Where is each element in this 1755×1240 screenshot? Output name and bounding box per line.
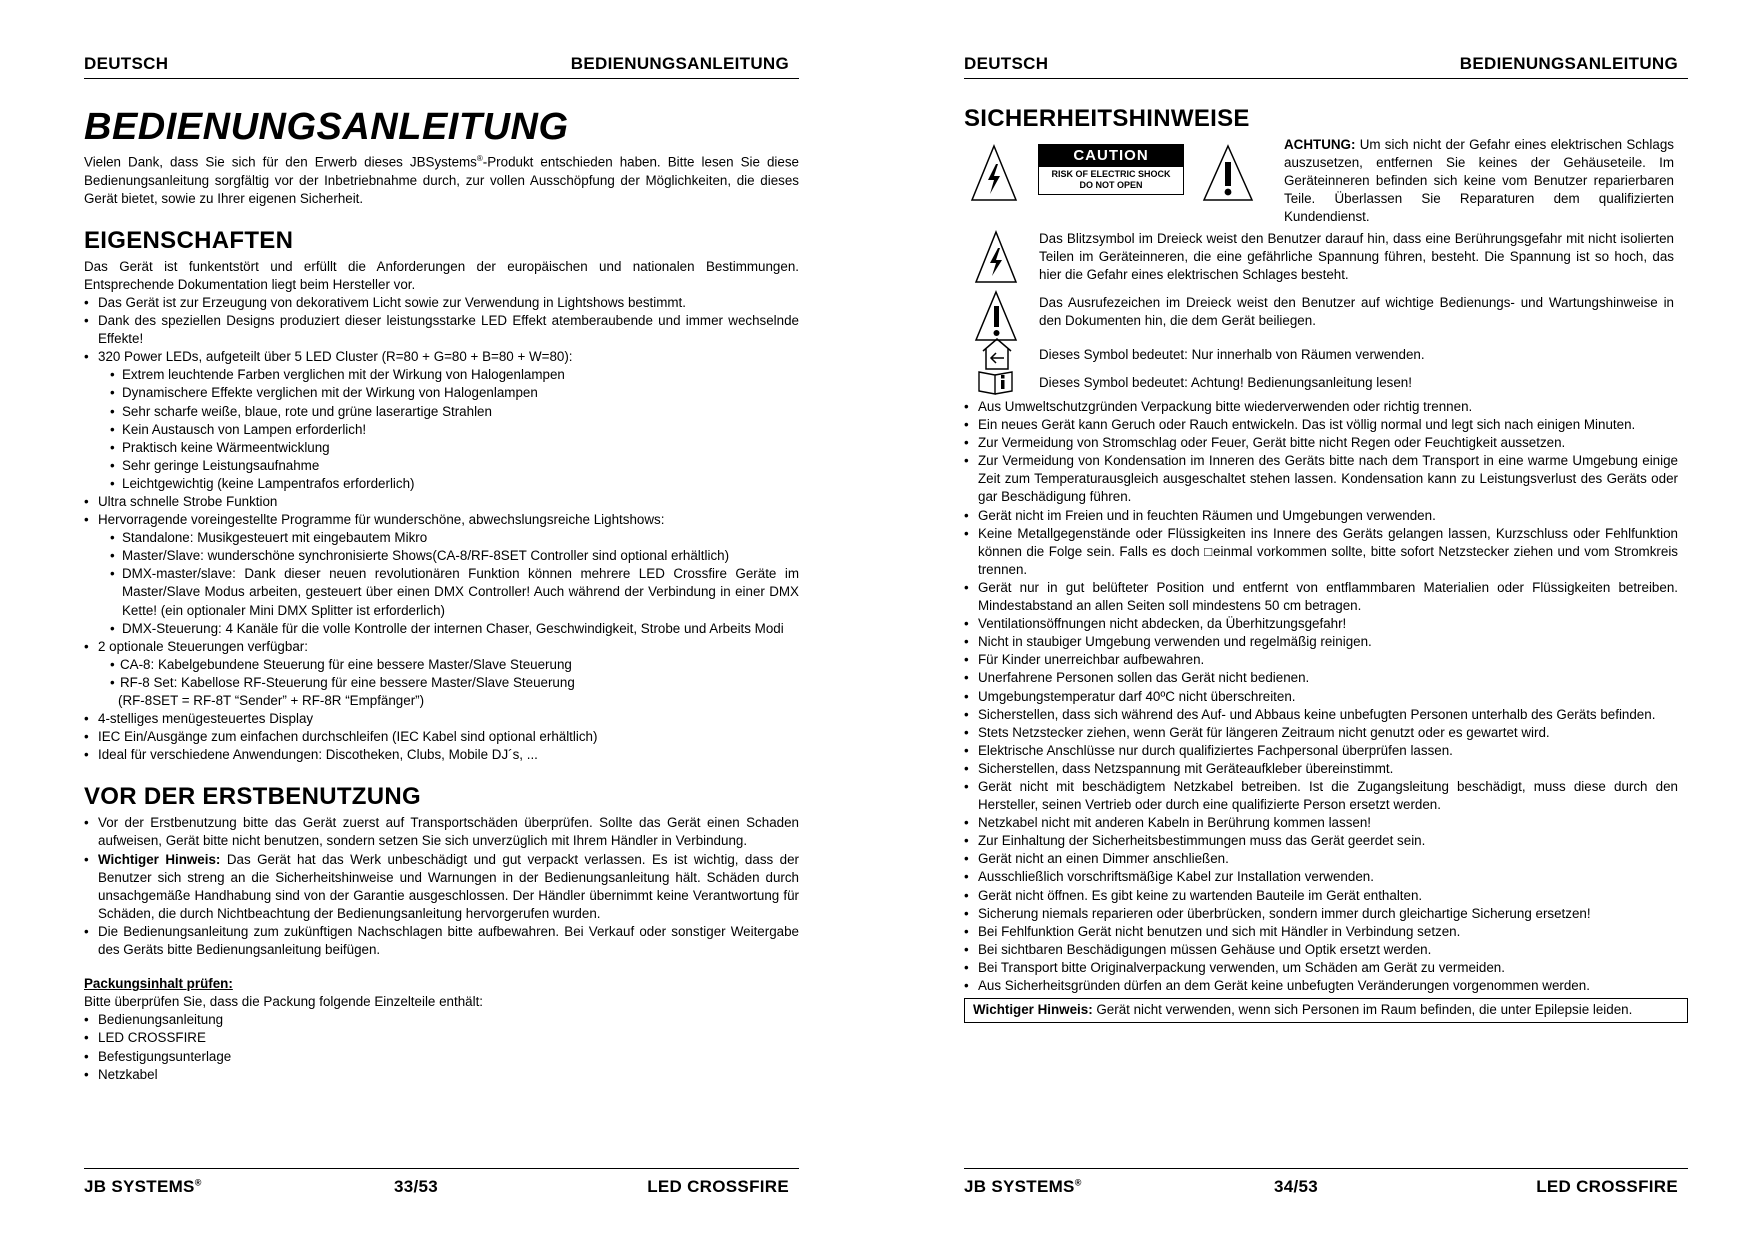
led-benefits-list bbox=[84, 366, 799, 493]
list-item: • RF-8 Set: Kabellose RF-Steuerung für eine bessere Master/Slave Steuerung bbox=[84, 674, 799, 692]
footer-product: LED CROSSFIRE bbox=[1536, 1177, 1678, 1196]
exclamation-explanation bbox=[964, 292, 1688, 344]
programs-list bbox=[84, 529, 799, 638]
read-manual-icon bbox=[976, 368, 1016, 396]
features-list bbox=[84, 294, 799, 366]
indoor-use-icon bbox=[980, 336, 1014, 372]
features-intro: Das Gerät ist funkentstört und erfüllt die Anforderungen der europäischen und nationalen Bestimmungen. Entsprechende Dokumentation liegt beim Hersteller vor. bbox=[84, 258, 799, 292]
list-item: • Für Kinder unerreichbar aufbewahren. bbox=[964, 651, 1678, 669]
caution-label-box bbox=[1038, 144, 1184, 195]
list-item: • Gerät nicht mit beschädigtem Netzkabel betreiben. Ist die Zugangsleitung beschädigt, muss diese durch den Hersteller, seinen Vertrieb oder durch eine qualifizierte Person ersetzt werden. bbox=[964, 778, 1678, 814]
list-item: • 2 optionale Steuerungen verfügbar: bbox=[84, 638, 799, 656]
list-item: • Aus Umweltschutzgründen Verpackung bitte wiederverwenden oder richtig trennen. bbox=[964, 398, 1678, 416]
caution-row bbox=[964, 136, 1688, 225]
list-item: • Umgebungstemperatur darf 40ºC nicht überschreiten. bbox=[964, 688, 1678, 706]
package-intro: Bitte überprüfen Sie, dass die Packung folgende Einzelteile enthält: bbox=[84, 994, 484, 1010]
first-use-heading: VOR DER ERSTBENUTZUNG bbox=[84, 783, 421, 811]
page-footer bbox=[964, 1168, 1688, 1203]
list-item: • Gerät nicht im Freien und in feuchten Räumen und Umgebungen verwenden. bbox=[964, 507, 1678, 525]
list-item: • Elektrische Anschlüsse nur durch qualifiziertes Fachpersonal überprüfen lassen. bbox=[964, 742, 1678, 760]
header-language: DEUTSCH bbox=[84, 54, 169, 73]
footer-brand: JB SYSTEMS® bbox=[964, 1177, 1082, 1196]
list-item: • Befestigungsunterlage bbox=[84, 1048, 799, 1066]
list-item: • Nicht in staubiger Umgebung verwenden und regelmäßig reinigen. bbox=[964, 633, 1678, 651]
list-item: • Extrem leuchtende Farben verglichen mit der Wirkung von Halogenlampen bbox=[84, 366, 799, 384]
list-item: • Zur Vermeidung von Stromschlag oder Feuer, Gerät bitte nicht Regen oder Feuchtigkeit aussetzen. bbox=[964, 434, 1678, 452]
header-document-title: BEDIENUNGSANLEITUNG bbox=[570, 54, 789, 73]
list-item: • IEC Ein/Ausgänge zum einfachen durchschleifen (IEC Kabel sind optional erhältlich) bbox=[84, 728, 799, 746]
list-item: • Bei sichtbaren Beschädigungen müssen Gehäuse und Optik ersetzt werden. bbox=[964, 941, 1678, 959]
footer-page-number: 33/53 bbox=[394, 1177, 439, 1196]
list-item: • Hervorragende voreingestellte Programme für wunderschöne, abwechslungsreiche Lightshows: bbox=[84, 511, 799, 529]
list-item: • Ein neues Gerät kann Geruch oder Rauch entwickeln. Das ist völlig normal und legt sich nach einigen Minuten. bbox=[964, 416, 1678, 434]
list-item: • Master/Slave: wunderschöne synchronisierte Shows(CA-8/RF-8SET Controller sind optional erhältlich) bbox=[84, 547, 799, 565]
list-item: • LED CROSSFIRE bbox=[84, 1029, 799, 1047]
caution-label: CAUTION bbox=[1039, 145, 1183, 167]
list-item: • Stets Netzstecker ziehen, wenn Gerät für längeren Zeitraum nicht genutzt oder es gewartet wird. bbox=[964, 724, 1678, 742]
controllers-list bbox=[84, 656, 799, 692]
list-item: • CA-8: Kabelgebundene Steuerung für eine bessere Master/Slave Steuerung bbox=[84, 656, 799, 674]
list-item: • Standalone: Musikgesteuert mit eingebautem Mikro bbox=[84, 529, 799, 547]
list-item: • Die Bedienungsanleitung zum zukünftigen Nachschlagen bitte aufbewahren. Bei Verkauf oder sonstiger Weitergabe des Geräts bitte Bedienungsanleitung beifügen. bbox=[84, 923, 799, 959]
list-item: • Dynamischere Effekte verglichen mit der Wirkung von Halogenlampen bbox=[84, 384, 799, 402]
list-item: • Zur Vermeidung von Kondensation im Inneren des Geräts bitte nach dem Transport in eine warme Umgebung einige Zeit zum Temperaturausgleich ausgeschaltet stehen lassen. Kondensation kann zu Leistungsverlust des Geräts oder gar Beschädigung führen. bbox=[964, 452, 1678, 506]
page-33-body bbox=[84, 104, 799, 1084]
page-33 bbox=[84, 0, 799, 1240]
safety-heading: SICHERHEITSHINWEISE bbox=[964, 105, 1250, 132]
list-item: • DMX-Steuerung: 4 Kanäle für die volle Kontrolle der internen Chaser, Geschwindigkeit, Strobe und Arbeits Modi bbox=[84, 620, 799, 638]
list-item: • 4-stelliges menügesteuertes Display bbox=[84, 710, 799, 728]
list-item: • Sicherstellen, dass Netzspannung mit Geräteaufkleber übereinstimmt. bbox=[964, 760, 1678, 778]
list-item: • Netzkabel nicht mit anderen Kabeln in Berührung kommen lassen! bbox=[964, 814, 1678, 832]
footer-product: LED CROSSFIRE bbox=[647, 1177, 789, 1196]
first-use-list bbox=[84, 814, 799, 959]
list-item: • Gerät nur in gut belüfteter Position und entfernt von entflammbaren Materialien oder Flüssigkeiten betreiben. Mindestabstand an allen Seiten soll mindestens 50 cm betragen. bbox=[964, 579, 1678, 615]
list-item: • Zur Einhaltung der Sicherheitsbestimmungen muss das Gerät geerdet sein. bbox=[964, 832, 1678, 850]
features-heading: EIGENSCHAFTEN bbox=[84, 226, 294, 254]
features-list-cont3 bbox=[84, 710, 799, 764]
list-item: • Praktisch keine Wärmeentwicklung bbox=[84, 439, 799, 457]
list-item: • Unerfahrene Personen sollen das Gerät nicht bedienen. bbox=[964, 669, 1678, 687]
list-item: • Gerät nicht an einen Dimmer anschließen. bbox=[964, 850, 1678, 868]
manual-text: Dieses Symbol bedeutet: Achtung! Bedienungsanleitung lesen! bbox=[1039, 375, 1412, 390]
indoor-text: Dieses Symbol bedeutet: Nur innerhalb von Räumen verwenden. bbox=[1039, 347, 1425, 362]
safety-list bbox=[964, 398, 1688, 995]
list-item: • Leichtgewichtig (keine Lampentrafos erforderlich) bbox=[84, 475, 799, 493]
header-document-title: BEDIENUNGSANLEITUNG bbox=[1459, 54, 1678, 73]
caution-subtext-2: DO NOT OPEN bbox=[1079, 180, 1143, 191]
list-item: • Ventilationsöffnungen nicht abdecken, da Überhitzungsgefahr! bbox=[964, 615, 1678, 633]
list-item: • DMX-master/slave: Dank dieser neuen revolutionären Funktion können mehrere LED Crossfire Geräte im Master/Slave Modus arbeiten, gesteuert über einen DMX Controller! Auch während der Verbindung in einer DMX Kette! (ein optionaler Mini DMX Splitter ist erforderlich) bbox=[84, 565, 799, 619]
footer-brand: JB SYSTEMS® bbox=[84, 1177, 202, 1196]
page-34-body bbox=[964, 104, 1688, 1023]
list-item: • Netzkabel bbox=[84, 1066, 799, 1084]
manual-title: BEDIENUNGSANLEITUNG bbox=[84, 106, 569, 148]
exclamation-text: Das Ausrufezeichen im Dreieck weist den Benutzer auf wichtige Bedienungs- und Wartungshinweise in den Dokumenten hin, die dem Gerät beiliegen. bbox=[1039, 295, 1674, 329]
list-item: • Dank des speziellen Designs produziert dieser leistungsstarke LED Effekt atemberaubende und immer wechselnde Effekte! bbox=[84, 312, 799, 348]
lightning-explanation bbox=[964, 230, 1688, 286]
list-item: • Kein Austausch von Lampen erforderlich! bbox=[84, 421, 799, 439]
list-item: • Das Gerät ist zur Erzeugung von dekorativem Licht sowie zur Verwendung in Lightshows bestimmt. bbox=[84, 294, 799, 312]
list-item: • Ausschließlich vorschriftsmäßige Kabel zur Installation verwenden. bbox=[964, 868, 1678, 886]
list-item: • Wichtiger Hinweis: Das Gerät hat das Werk unbeschädigt und gut verpackt verlassen. Es ist wichtig, dass der Benutzer sich streng an die Sicherheitshinweise und Warnungen in der Bedienungsanleitung hält. Schäden durch unsachgemäße Handhabung sind von der Garantie ausgeschlossen. Der Händler übernimmt keine Verantwortung für Schäden, die durch Nichtbeachtung der Bedienungsanleitung hervorgerufen wurden. bbox=[84, 851, 799, 923]
list-item: • Sicherstellen, dass sich während des Auf- und Abbaus keine unbefugten Personen unterhalb des Geräts befinden. bbox=[964, 706, 1678, 724]
page-34 bbox=[964, 0, 1688, 1240]
list-item: • Aus Sicherheitsgründen dürfen an dem Gerät keine unbefugten Veränderungen vorgenommen werden. bbox=[964, 977, 1678, 995]
list-item: • Keine Metallgegenstände oder Flüssigkeiten ins Innere des Geräts gelangen lassen, Kurzschluss oder Fehlfunktion können die Folge sein. Falls es doch □einmal vorkommen sollte, bitte sofort Netzstecker ziehen und vom Stromkreis trennen. bbox=[964, 525, 1678, 579]
intro-paragraph: Vielen Dank, dass Sie sich für den Erwerb dieses JBSystems®-Produkt entschieden haben. Bitte lesen Sie diese Bedienungsanleitung sorgfältig vor der Inbetriebnahme durch, zur vollen Ausschöpfung der Möglichkeiten, die dieses Gerät bietet, sowie zu Ihrer eigenen Sicherheit. bbox=[84, 154, 799, 206]
lightning-symbol-icon bbox=[974, 230, 1018, 284]
caution-subtext bbox=[1039, 167, 1183, 194]
caution-subtext-1: RISK OF ELECTRIC SHOCK bbox=[1051, 169, 1171, 180]
package-heading: Packungsinhalt prüfen: bbox=[84, 976, 233, 992]
exclamation-warning-icon bbox=[1202, 144, 1254, 202]
epilepsy-warning-box: Wichtiger Hinweis: Gerät nicht verwenden, wenn sich Personen im Raum befinden, die unter Epilepsie leiden. bbox=[964, 998, 1688, 1023]
page-header bbox=[964, 54, 1688, 79]
list-item: • Ideal für verschiedene Anwendungen: Discotheken, Clubs, Mobile DJ´s, ... bbox=[84, 746, 799, 764]
footer-page-number: 34/53 bbox=[1274, 1177, 1319, 1196]
rf8set-note: (RF-8SET = RF-8T “Sender” + RF-8R “Empfänger”) bbox=[118, 693, 425, 708]
list-item: • 320 Power LEDs, aufgeteilt über 5 LED Cluster (R=80 + G=80 + B=80 + W=80): bbox=[84, 348, 799, 366]
list-item: • Ultra schnelle Strobe Funktion bbox=[84, 493, 799, 511]
package-list bbox=[84, 1011, 799, 1083]
lightning-warning-icon bbox=[970, 144, 1018, 202]
features-list-cont bbox=[84, 493, 799, 529]
list-item: • Bedienungsanleitung bbox=[84, 1011, 799, 1029]
page-header bbox=[84, 54, 799, 79]
list-item: • Bei Fehlfunktion Gerät nicht benutzen und sich mit Händler in Verbindung setzen. bbox=[964, 923, 1678, 941]
list-item: • Bei Transport bitte Originalverpackung verwenden, um Schäden am Gerät zu vermeiden. bbox=[964, 959, 1678, 977]
exclamation-symbol-icon bbox=[974, 290, 1018, 342]
indoor-explanation bbox=[964, 344, 1688, 368]
page-footer bbox=[84, 1168, 799, 1203]
list-item: • Sehr scharfe weiße, blaue, rote und grüne laserartige Strahlen bbox=[84, 403, 799, 421]
list-item: • Vor der Erstbenutzung bitte das Gerät zuerst auf Transportschäden überprüfen. Sollte das Gerät einen Schaden aufweisen, Gerät bitte nicht benutzen, sondern setzen Sie sich unverzüglich mit Ihrem Händler in Verbindung. bbox=[84, 814, 799, 850]
list-item: • Sicherung niemals reparieren oder überbrücken, sondern immer durch gleichartige Sicherung ersetzen! bbox=[964, 905, 1678, 923]
caution-text: ACHTUNG: Um sich nicht der Gefahr eines elektrischen Schlags auszusetzen, entfernen Sie keines der Gehäuseteile. Im Geräteinneren befinden sich keine vom Benutzer reparierbaren Teile. Überlassen Sie Reparaturen dem qualifizierten Kundendienst. bbox=[1284, 137, 1674, 225]
manual-explanation bbox=[964, 372, 1688, 396]
list-item: • Gerät nicht öffnen. Es gibt keine zu wartenden Bauteile im Gerät enthalten. bbox=[964, 887, 1678, 905]
features-list-cont2 bbox=[84, 638, 799, 656]
header-language: DEUTSCH bbox=[964, 54, 1049, 73]
list-item: • Sehr geringe Leistungsaufnahme bbox=[84, 457, 799, 475]
lightning-text: Das Blitzsymbol im Dreieck weist den Benutzer darauf hin, dass eine Berührungsgefahr mit nicht isolierten Teilen im Geräteinneren, die eine gefährliche Spannung führen, besteht. Die Spannung ist so hoch, das hier die Gefahr eines elektrischen Schlages besteht. bbox=[1039, 231, 1674, 283]
